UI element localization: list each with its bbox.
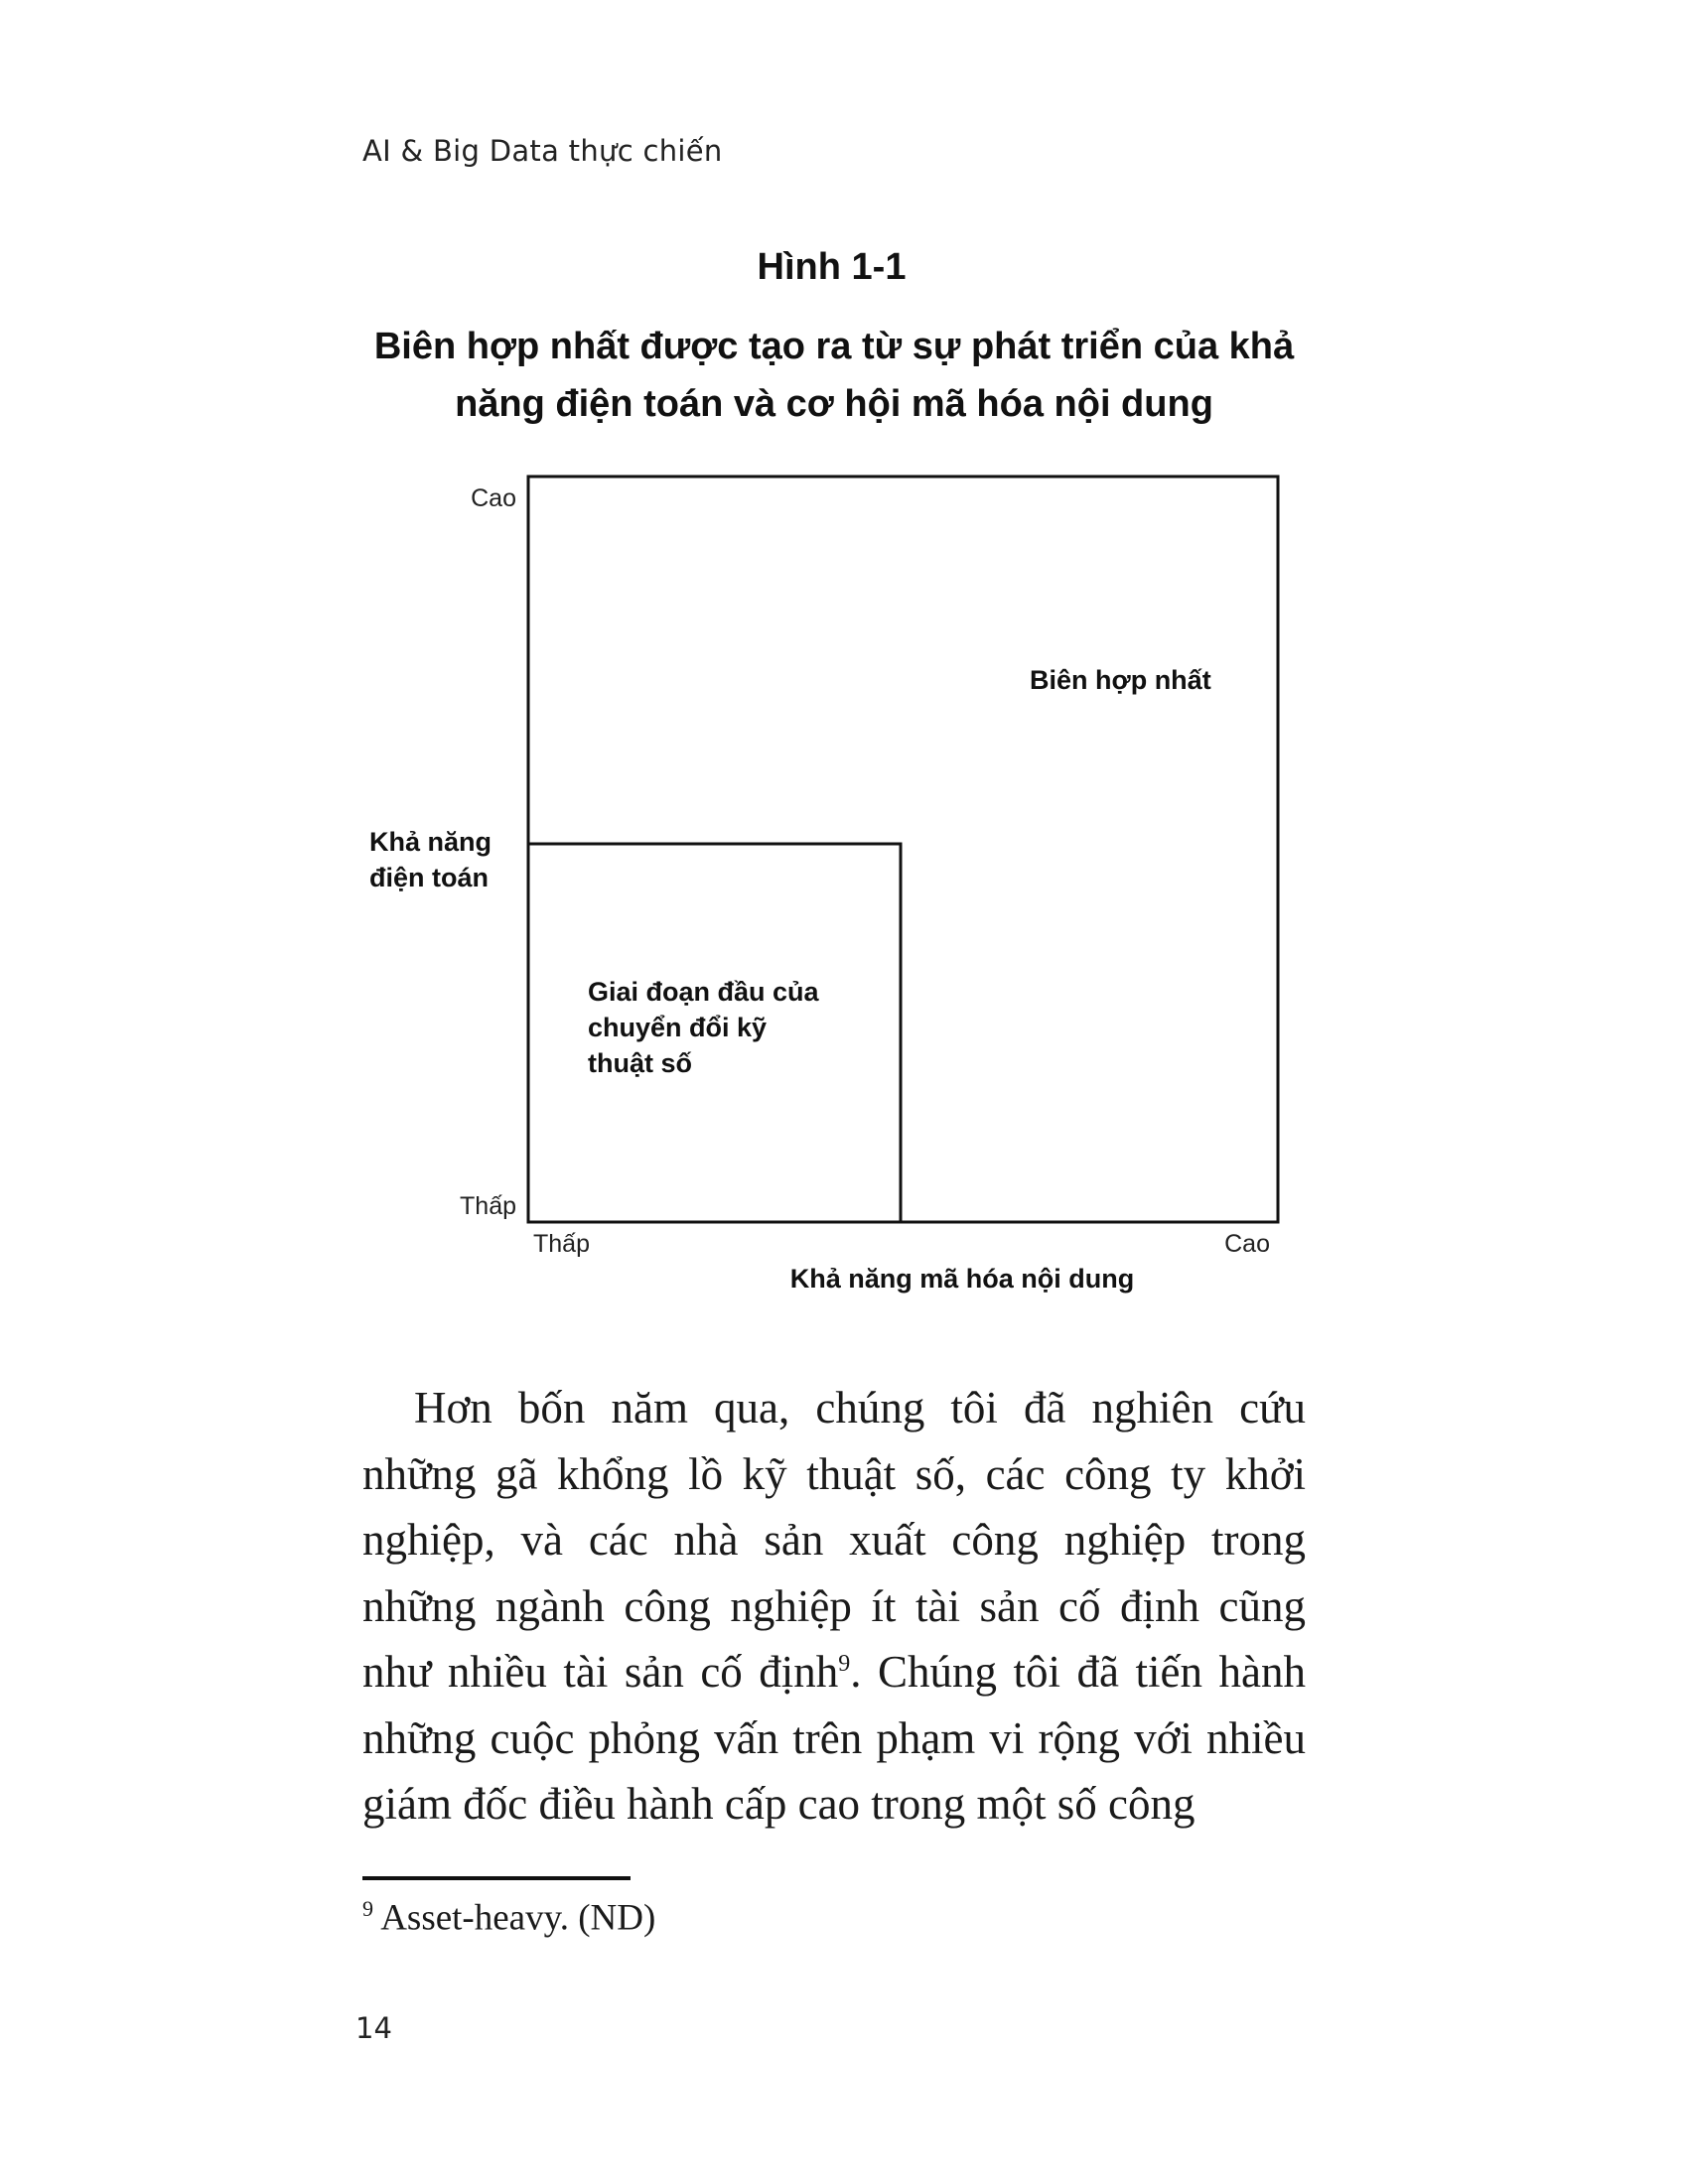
body-paragraph-part-1: Hơn bốn năm qua, chúng tôi đã nghiên cứu những gã khổng lồ kỹ thuật số, các công ty khởi nghiệp, và các nhà sản xuất công nghiệp trong những ngành công nghiệp ít tài sản cố định cũng như nhiều tài sản cố định: [362, 1383, 1306, 1697]
footnote-reference[interactable]: 9: [838, 1651, 851, 1677]
inner-region-label-line-2: chuyển đổi kỹ: [588, 1013, 768, 1042]
footnote-text: Asset-heavy. (ND): [373, 1897, 656, 1939]
x-axis-high-label: Cao: [1224, 1230, 1270, 1258]
x-axis-label: Khả năng mã hóa nội dung: [789, 1264, 1135, 1294]
footnote: [362, 1896, 655, 1939]
inner-region-label-line-3: thuật số: [588, 1048, 692, 1078]
figure-number: Hình 1-1: [757, 246, 907, 288]
y-axis-label-line-2: điện toán: [369, 863, 489, 892]
x-axis-low-label: Thấp: [533, 1230, 590, 1258]
figure-caption-line-1: Biên hợp nhất được tạo ra từ sự phát triển của khả: [373, 326, 1295, 367]
body-paragraph-part-2: . Chúng tôi đã tiến hành những cuộc phỏng vấn trên phạm vi rộng với nhiều giám đốc điều hành cấp cao trong một số công: [362, 1647, 1306, 1829]
body-paragraph: [362, 1375, 1306, 1838]
footnote-marker: 9: [362, 1896, 373, 1921]
figure-caption-line-2: năng điện toán và cơ hội mã hóa nội dung: [455, 383, 1213, 425]
footnote-divider: [362, 1876, 631, 1880]
y-axis-high-label: Cao: [471, 484, 516, 512]
outer-region-box: [528, 477, 1278, 1222]
y-axis-label-line-1: Khả năng: [369, 827, 492, 857]
running-header: AI & Big Data thực chiến: [362, 134, 723, 168]
inner-region-label-line-1: Giai đoạn đầu của: [588, 977, 819, 1007]
page-number: 14: [355, 2011, 392, 2045]
outer-region-label: Biên hợp nhất: [1030, 665, 1211, 695]
y-axis-low-label: Thấp: [460, 1192, 516, 1220]
